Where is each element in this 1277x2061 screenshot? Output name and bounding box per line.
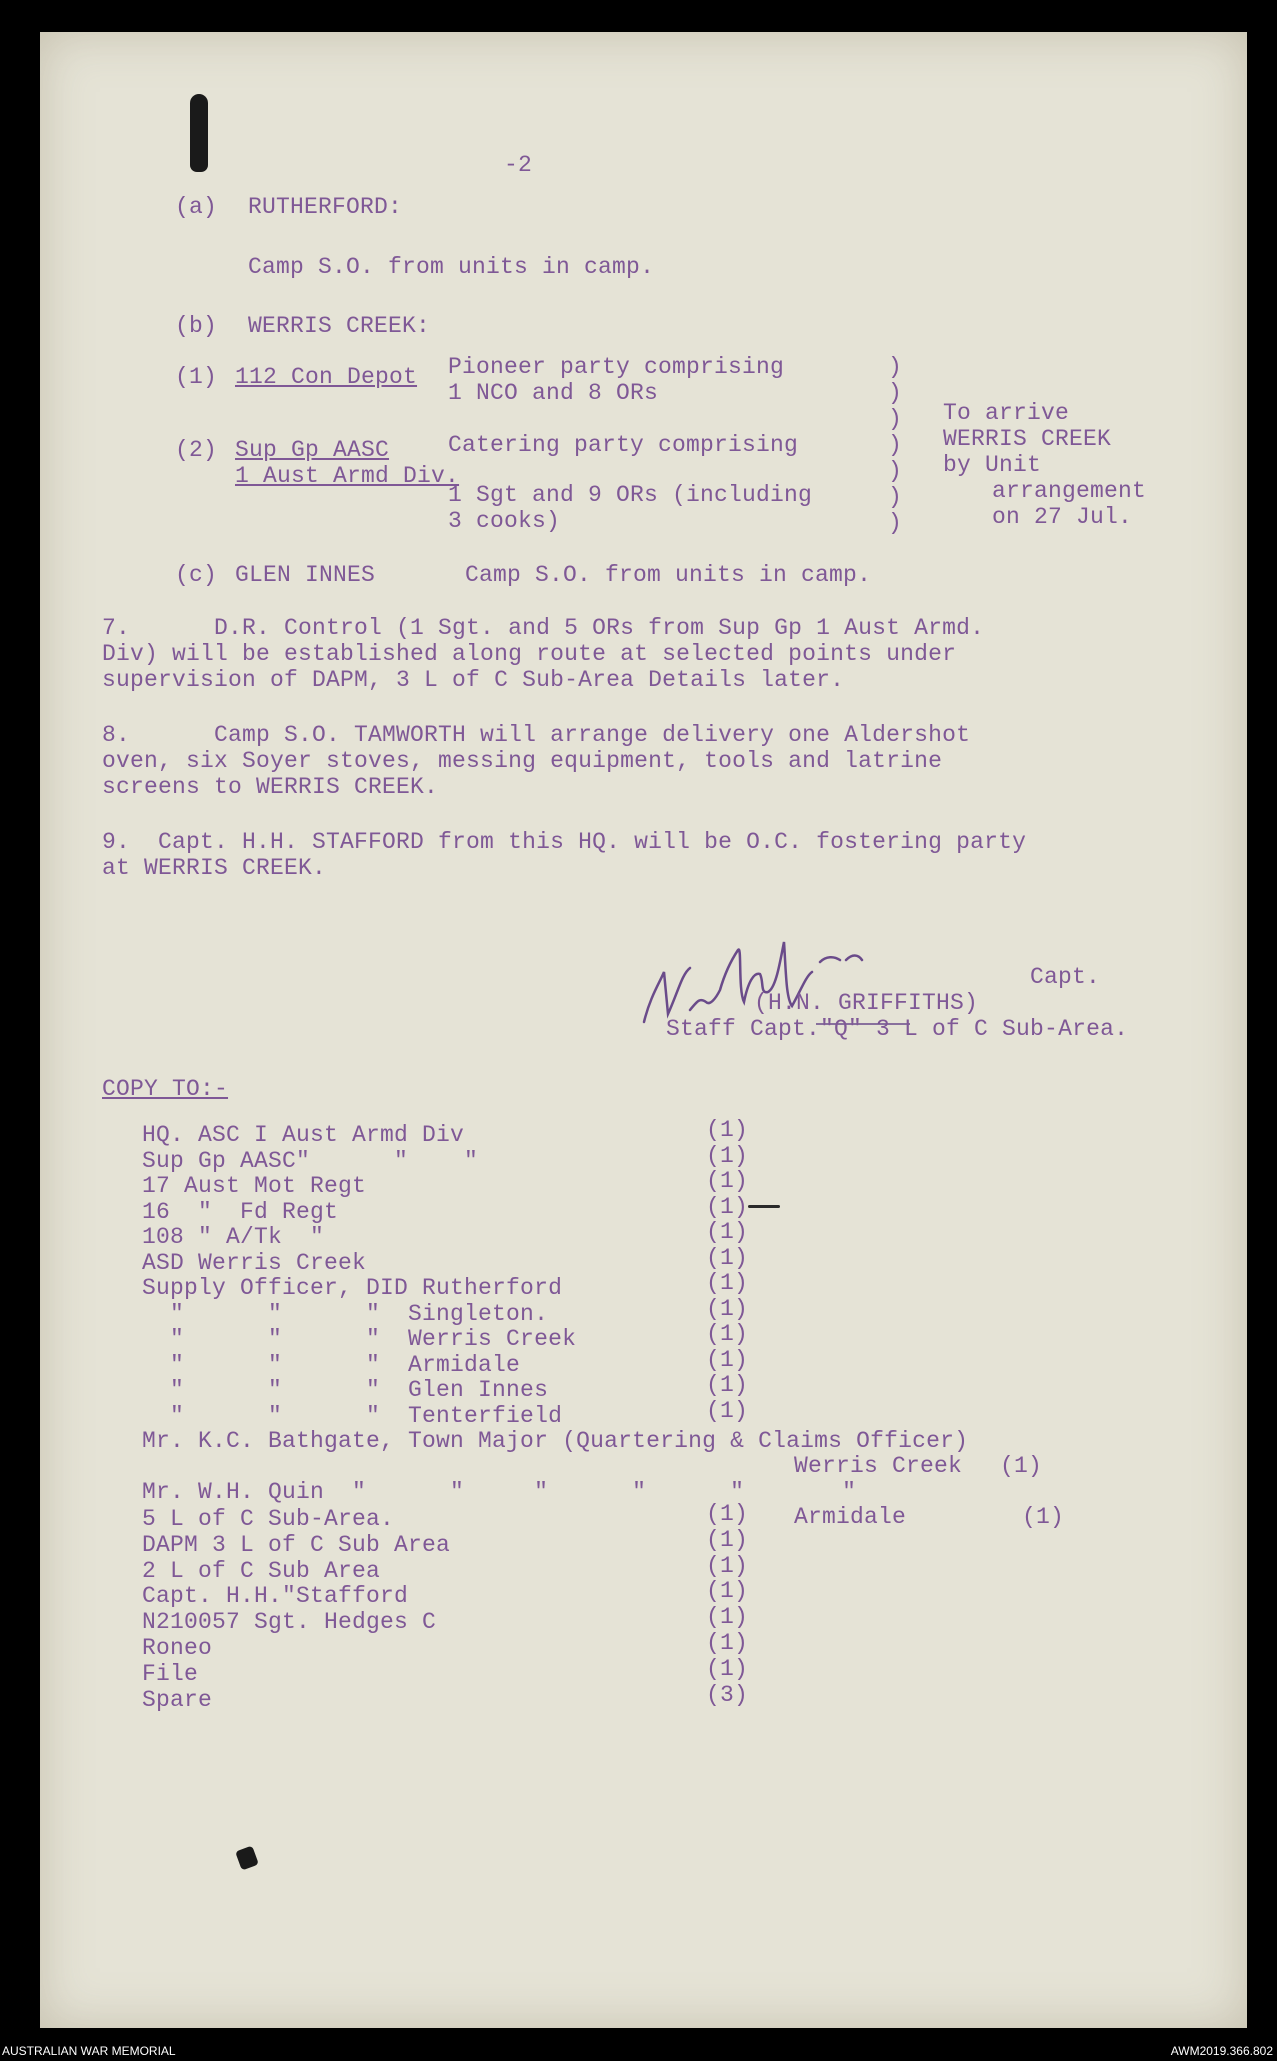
copy-recipient: " " " Glen Innes xyxy=(142,1377,549,1403)
item2-unit-line1: Sup Gp AASC xyxy=(235,437,390,463)
copy-recipient: File xyxy=(142,1661,199,1687)
copy-recipient: Supply Officer, DID Rutherford xyxy=(142,1275,563,1301)
bracket-mark: ) xyxy=(888,354,902,380)
copy-quantity: (1) xyxy=(706,1578,749,1604)
para8-line3: screens to WERRIS CREEK. xyxy=(102,774,439,800)
arrive-line3: by Unit xyxy=(943,452,1042,478)
copy-recipient: 5 L of C Sub-Area. xyxy=(142,1506,395,1532)
item2-number: (2) xyxy=(175,437,218,463)
copy-quantity: (1) xyxy=(706,1143,749,1169)
copy-quantity: (1) xyxy=(706,1372,749,1398)
para7-line2: Div) will be established along route at selected points under xyxy=(102,641,957,667)
item2-line3: 3 cooks) xyxy=(448,508,561,534)
document-page xyxy=(40,32,1247,2028)
section-a-label: (a) xyxy=(175,194,218,220)
copy-recipient: 16 " Fd Regt xyxy=(142,1199,339,1225)
item1-line2: 1 NCO and 8 ORs xyxy=(448,380,659,406)
bathgate-quantity: (1) xyxy=(1000,1453,1043,1479)
copy-quantity: (1) xyxy=(706,1501,749,1527)
quin-line1: Mr. W.H. Quin " " " " " " xyxy=(142,1479,857,1505)
copy-quantity: (1) xyxy=(706,1553,749,1579)
archive-reference: AWM2019.366.802 xyxy=(1170,2044,1273,2058)
section-c-text: Camp S.O. from units in camp. xyxy=(465,562,872,588)
copy-quantity: (1) xyxy=(706,1347,749,1373)
page-number: -2 xyxy=(504,152,533,178)
para8-line1: 8. Camp S.O. TAMWORTH will arrange delivery one Aldershot xyxy=(102,722,971,748)
arrive-line5: on 27 Jul. xyxy=(992,504,1133,530)
copy-recipient: ASD Werris Creek xyxy=(142,1250,367,1276)
copy-recipient: Capt. H.H."Stafford xyxy=(142,1583,409,1609)
copy-recipient: " " " Tenterfield xyxy=(142,1403,563,1429)
copy-quantity: (1) xyxy=(706,1321,749,1347)
handwritten-dash xyxy=(748,1205,780,1208)
copy-quantity: (1) xyxy=(706,1656,749,1682)
bathgate-line1: Mr. K.C. Bathgate, Town Major (Quartering & Claims Officer) xyxy=(142,1428,969,1454)
copy-quantity: (1) xyxy=(706,1527,749,1553)
copy-quantity: (1) xyxy=(706,1219,749,1245)
section-b-label: (b) xyxy=(175,313,218,339)
arrive-line1: To arrive xyxy=(943,400,1070,426)
copy-quantity: (1) xyxy=(706,1270,749,1296)
copy-quantity: (1) xyxy=(706,1194,749,1220)
copy-recipient: Sup Gp AASC" " " xyxy=(142,1148,479,1174)
copy-quantity: (1) xyxy=(706,1245,749,1271)
signature-name: (H.N. GRIFFITHS) xyxy=(754,990,979,1016)
para9-line1: 9. Capt. H.H. STAFFORD from this HQ. will be O.C. fostering party xyxy=(102,829,1027,855)
item2-unit-line2: 1 Aust Armd Div. xyxy=(235,463,460,489)
arrive-line4: arrangement xyxy=(992,478,1147,504)
item2-line2: 1 Sgt and 9 ORs (including xyxy=(448,482,813,508)
copy-recipient: 2 L of C Sub Area xyxy=(142,1558,381,1584)
section-a-place: RUTHERFORD: xyxy=(248,194,403,220)
copy-quantity: (3) xyxy=(706,1682,749,1708)
copy-recipient: Roneo xyxy=(142,1635,213,1661)
copy-quantity: (1) xyxy=(706,1168,749,1194)
signature-title: Staff Capt."Q" 3 L of C Sub-Area. xyxy=(666,1016,1129,1042)
para8-line2: oven, six Soyer stoves, messing equipment, tools and latrine xyxy=(102,748,943,774)
item1-number: (1) xyxy=(175,364,218,390)
bathgate-place: Werris Creek xyxy=(794,1453,963,1479)
copy-recipient: 108 " A/Tk " xyxy=(142,1224,325,1250)
copy-quantity: (1) xyxy=(706,1604,749,1630)
archive-credit: AUSTRALIAN WAR MEMORIAL xyxy=(2,2044,176,2058)
section-b-place: WERRIS CREEK: xyxy=(248,313,431,339)
quin-quantity: (1) xyxy=(1022,1504,1065,1530)
copy-recipient: 17 Aust Mot Regt xyxy=(142,1173,367,1199)
section-c-label: (c) xyxy=(175,562,218,588)
arrive-line2: WERRIS CREEK xyxy=(943,426,1112,452)
copy-recipient: Spare xyxy=(142,1687,213,1713)
section-c-place: GLEN INNES xyxy=(235,562,376,588)
item1-line1: Pioneer party comprising xyxy=(448,354,785,380)
bracket-mark: ) xyxy=(888,406,902,432)
quin-place: Armidale xyxy=(794,1504,907,1530)
copy-recipient: HQ. ASC I Aust Armd Div xyxy=(142,1122,465,1148)
copy-quantity: (1) xyxy=(706,1117,749,1143)
para7-line3: supervision of DAPM, 3 L of C Sub-Area Details later. xyxy=(102,667,845,693)
bracket-mark: ) xyxy=(888,510,902,536)
copy-recipient: " " " Werris Creek xyxy=(142,1326,577,1352)
copy-recipient: " " " Armidale xyxy=(142,1352,521,1378)
copy-to-heading: COPY TO:- xyxy=(102,1076,229,1102)
para9-line2: at WERRIS CREEK. xyxy=(102,855,327,881)
punch-hole-bottom xyxy=(235,1846,259,1871)
bracket-mark: ) xyxy=(888,458,902,484)
copy-quantity: (1) xyxy=(706,1398,749,1424)
punch-hole-top xyxy=(190,94,208,172)
bracket-mark: ) xyxy=(888,484,902,510)
item1-unit: 112 Con Depot xyxy=(235,364,418,390)
copy-recipient: N210057 Sgt. Hedges C xyxy=(142,1609,437,1635)
copy-recipient: DAPM 3 L of C Sub Area xyxy=(142,1532,451,1558)
para7-line1: 7. D.R. Control (1 Sgt. and 5 ORs from Sup Gp 1 Aust Armd. xyxy=(102,615,985,641)
section-a-text: Camp S.O. from units in camp. xyxy=(248,254,655,280)
copy-quantity: (1) xyxy=(706,1296,749,1322)
signature-rank: Capt. xyxy=(1030,964,1101,990)
copy-quantity: (1) xyxy=(706,1630,749,1656)
item2-line1: Catering party comprising xyxy=(448,432,799,458)
bracket-mark: ) xyxy=(888,432,902,458)
bracket-mark: ) xyxy=(888,380,902,406)
copy-recipient: " " " Singleton. xyxy=(142,1301,549,1327)
